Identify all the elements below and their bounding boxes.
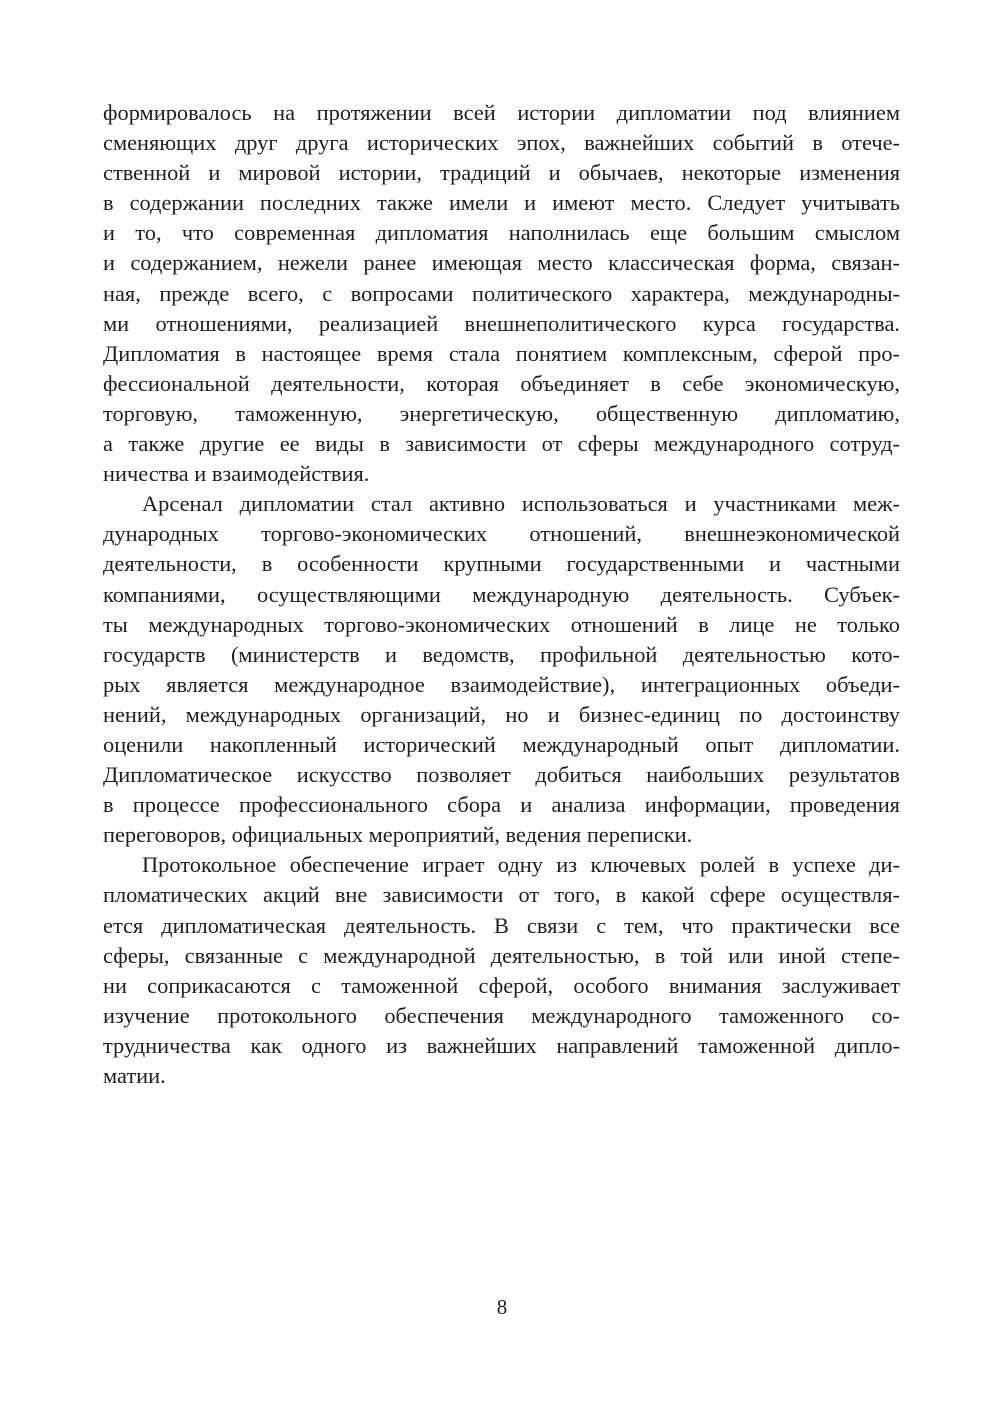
text-line: пломатических акций вне зависимости от того, в какой сфере осуществля- <box>103 882 900 908</box>
text-line: изучение протокольного обеспечения международного таможенного со- <box>103 1002 900 1028</box>
text-line: Протокольное обеспечение играет одну из ключевых ролей в успехе ди- <box>142 852 900 878</box>
page-number: 8 <box>496 1295 508 1319</box>
text-line: ная, прежде всего, с вопросами политического характера, международны- <box>103 280 900 306</box>
page-body <box>103 98 900 1091</box>
paragraph-2 <box>103 489 900 850</box>
text-line: нений, международных организаций, но и бизнес-единиц по достоинству <box>103 701 900 727</box>
text-line: а также другие ее виды в зависимости от сферы международного сотруд- <box>103 431 900 457</box>
text-line: ственной и мировой истории, традиций и обычаев, некоторые изменения <box>103 160 900 186</box>
text-line: ни соприкасаются с таможенной сферой, особого внимания заслуживает <box>103 972 900 998</box>
text-line: дународных торгово-экономических отношений, внешнеэкономической <box>103 521 900 547</box>
text-line: трудничества как одного из важнейших направлений таможенной дипло- <box>103 1032 900 1058</box>
text-line: сменяющих друг друга исторических эпох, важнейших событий в отече- <box>103 130 900 156</box>
text-line: деятельности, в особенности крупными государственными и частными <box>103 551 900 577</box>
text-line: сферы, связанные с международной деятельностью, в той или иной степе- <box>103 942 900 968</box>
text-line: ми отношениями, реализацией внешнеполитического курса государства. <box>103 310 900 336</box>
text-line: ется дипломатическая деятельность. В связи с тем, что практически все <box>103 912 900 938</box>
text-line: Дипломатическое искусство позволяет добиться наибольших результатов <box>103 762 900 788</box>
text-line: компаниями, осуществляющими международную деятельность. Субъек- <box>103 581 900 607</box>
text-line: в процессе профессионального сбора и анализа информации, проведения <box>103 792 900 818</box>
text-line: государств (министерств и ведомств, профильной деятельностью кото- <box>103 641 900 667</box>
text-line: Дипломатия в настоящее время стала понятием комплексным, сферой про- <box>103 340 900 366</box>
text-line: матии. <box>103 1063 166 1088</box>
text-line: переговоров, официальных мероприятий, ведения переписки. <box>103 822 693 848</box>
text-line: оценили накопленный исторический международный опыт дипломатии. <box>103 731 900 757</box>
text-line: рых является международное взаимодействие), интеграционных объеди- <box>103 671 900 697</box>
paragraph-3 <box>103 850 900 1091</box>
text-line: и то, что современная дипломатия наполнилась еще большим смыслом <box>103 220 900 246</box>
text-line: торговую, таможенную, энергетическую, общественную дипломатию, <box>103 400 900 426</box>
text-line: формировалось на протяжении всей истории дипломатии под влиянием <box>103 100 900 125</box>
text-line: Арсенал дипломатии стал активно использоваться и участниками меж- <box>142 491 900 517</box>
text-line: ты международных торгово-экономических отношений в лице не только <box>103 611 900 637</box>
text-line: ничества и взаимодействия. <box>103 461 370 487</box>
text-line: фессиональной деятельности, которая объединяет в себе экономическую, <box>103 370 900 396</box>
text-line: в содержании последних также имели и имеют место. Следует учитывать <box>103 190 900 216</box>
text-line: и содержанием, нежели ранее имеющая место классическая форма, связан- <box>103 250 900 276</box>
paragraph-1 <box>103 98 900 489</box>
